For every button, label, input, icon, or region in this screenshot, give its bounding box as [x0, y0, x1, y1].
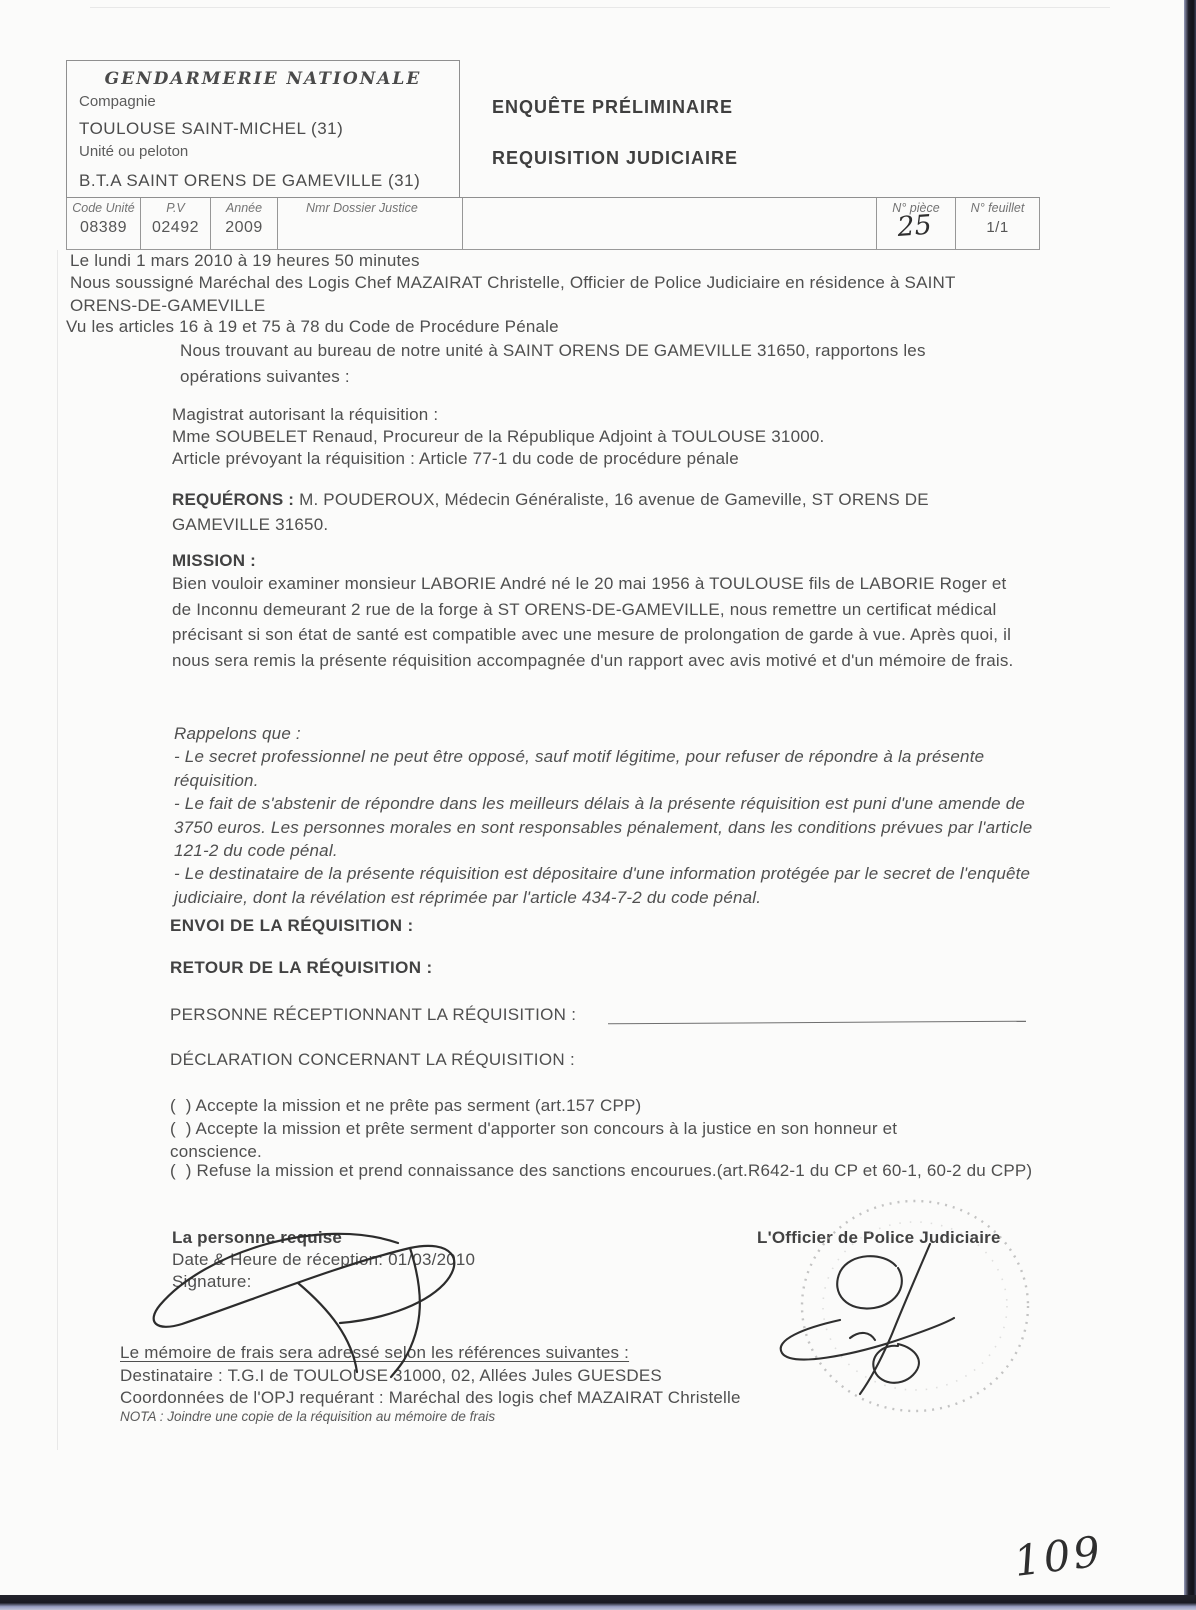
requise-signature-scribble	[154, 1234, 455, 1377]
ref-header: P.V	[166, 201, 185, 215]
destinataire-line: Destinataire : T.G.I de TOULOUSE 31000, 02, Allées Jules GUESDES	[120, 1366, 662, 1385]
nota-line: NOTA : Joindre une copie de la réquisition au mémoire de frais	[120, 1409, 496, 1424]
ref-value: 08389	[80, 219, 127, 236]
doc-title-requisition: REQUISITION JUDICIAIRE	[492, 148, 739, 168]
org-title: GENDARMERIE NATIONALE	[104, 69, 422, 89]
scan-edge-bottom	[0, 1595, 1196, 1610]
ref-value: 02492	[152, 219, 199, 236]
doc-title-enquete: ENQUÊTE PRÉLIMINAIRE	[492, 97, 734, 117]
ref-header: Année	[225, 201, 263, 215]
ref-value: 2009	[225, 219, 263, 236]
requerons-text: M. POUDEROUX, Médecin Généraliste, 16 avenue de Gameville, ST ORENS DE GAMEVILLE 31650.	[172, 490, 929, 534]
unite-label: Unité ou peloton	[79, 143, 189, 160]
date-line: Le lundi 1 mars 2010 à 19 heures 50 minutes	[70, 251, 420, 270]
mission-text: Bien vouloir examiner monsieur LABORIE André né le 20 mai 1956 à TOULOUSE fils de LABORIE Roger et de Inconnu demeurant 2 rue de la forge à ST ORENS-DE-GAMEVILLE, nous remettre un certificat médical précisant si son état de santé est compatible avec une mesure de prolongation de garde à vue. Après quoi, il nous sera remis la présente réquisition accompagnée d'un rapport avec avis motivé et d'un mémoire de frais.	[172, 574, 1014, 670]
requerons-label: REQUÉRONS :	[172, 490, 295, 509]
opj-signature	[781, 1244, 954, 1394]
declaration-option: ( ) Accepte la mission et prête serment d'apporter son concours à la justice en son honneur et conscience.	[170, 1119, 903, 1161]
memoire-line: Le mémoire de frais sera adressé selon les références suivantes :	[120, 1343, 630, 1362]
rappel-item: - Le fait de s'abstenir de répondre dans les meilleurs délais à la présente réquisition est puni d'une amende de 3750 euros. Les personnes morales en sont responsables pénalement, dans les conditions prévues par l'article 121-2 du code pénal.	[174, 794, 1033, 860]
personne-label: PERSONNE RÉCEPTIONNANT LA RÉQUISITION :	[170, 1005, 577, 1024]
compagnie-value: TOULOUSE SAINT-MICHEL (31)	[79, 119, 344, 138]
opj-label: L'Officier de Police Judiciaire	[757, 1228, 1001, 1247]
ref-header: Code Unité	[72, 201, 135, 215]
bureau-paragraph: Nous trouvant au bureau de notre unité à SAINT ORENS DE GAMEVILLE 31650, rapportons les opérations suivantes :	[180, 341, 926, 386]
article-line: Article prévoyant la réquisition : Article 77-1 du code de procédure pénale	[172, 449, 739, 468]
declaration-option: ( ) Accepte la mission et ne prête pas serment (art.157 CPP)	[170, 1096, 642, 1115]
envoi-label: ENVOI DE LA RÉQUISITION :	[170, 916, 414, 935]
round-stamp	[802, 1201, 1028, 1411]
declaration-label: DÉCLARATION CONCERNANT LA RÉQUISITION :	[170, 1050, 575, 1069]
feuillet-label: N° feuillet	[970, 201, 1025, 215]
magistrat-label: Magistrat autorisant la réquisition :	[172, 405, 439, 424]
signature-label: Signature:	[172, 1272, 252, 1291]
rappel-label: Rappelons que :	[174, 724, 301, 743]
personne-requise-label: La personne requise	[172, 1228, 343, 1247]
piece-label: N° pièce	[892, 201, 940, 215]
declaration-option: ( ) Refuse la mission et prend connaissance des sanctions encourues.(art.R642-1 du CP et 60-1, 60-2 du CPP)	[170, 1161, 1033, 1180]
scan-edge-right	[1184, 0, 1196, 1610]
feuillet-value: 1/1	[986, 219, 1009, 236]
retour-label: RETOUR DE LA RÉQUISITION :	[170, 958, 433, 977]
handwritten-page-number: 109	[1011, 1526, 1106, 1586]
piece-value-handwritten: 25	[896, 209, 933, 243]
magistrat-value: Mme SOUBELET Renaud, Procureur de la République Adjoint à TOULOUSE 31000.	[172, 427, 825, 446]
unite-value: B.T.A SAINT ORENS DE GAMEVILLE (31)	[79, 171, 421, 190]
officer-line: Nous soussigné Maréchal des Logis Chef MAZAIRAT Christelle, Officier de Police Judiciaire en résidence à SAINT ORENS-DE-GAMEVILLE	[70, 273, 956, 315]
reception-line: Date & Heure de réception: 01/03/2010	[172, 1250, 476, 1269]
articles-line: Vu les articles 16 à 19 et 75 à 78 du Code de Procédure Pénale	[66, 317, 559, 336]
ref-header: Nmr Dossier Justice	[306, 201, 418, 215]
rappel-item: - Le secret professionnel ne peut être opposé, sauf motif légitime, pour refuser de répondre à la présente réquisition.	[174, 747, 985, 790]
mission-label: MISSION :	[172, 551, 256, 570]
rappel-item: - Le destinataire de la présente réquisition est dépositaire d'une information protégée par le secret de l'enquête judiciaire, dont la révélation est réprimée par l'article 434-7-2 du code pénal.	[174, 864, 1031, 907]
coordonnees-line: Coordonnées de l'OPJ requérant : Maréchal des logis chef MAZAIRAT Christelle	[120, 1388, 741, 1407]
compagnie-label: Compagnie	[79, 93, 156, 110]
